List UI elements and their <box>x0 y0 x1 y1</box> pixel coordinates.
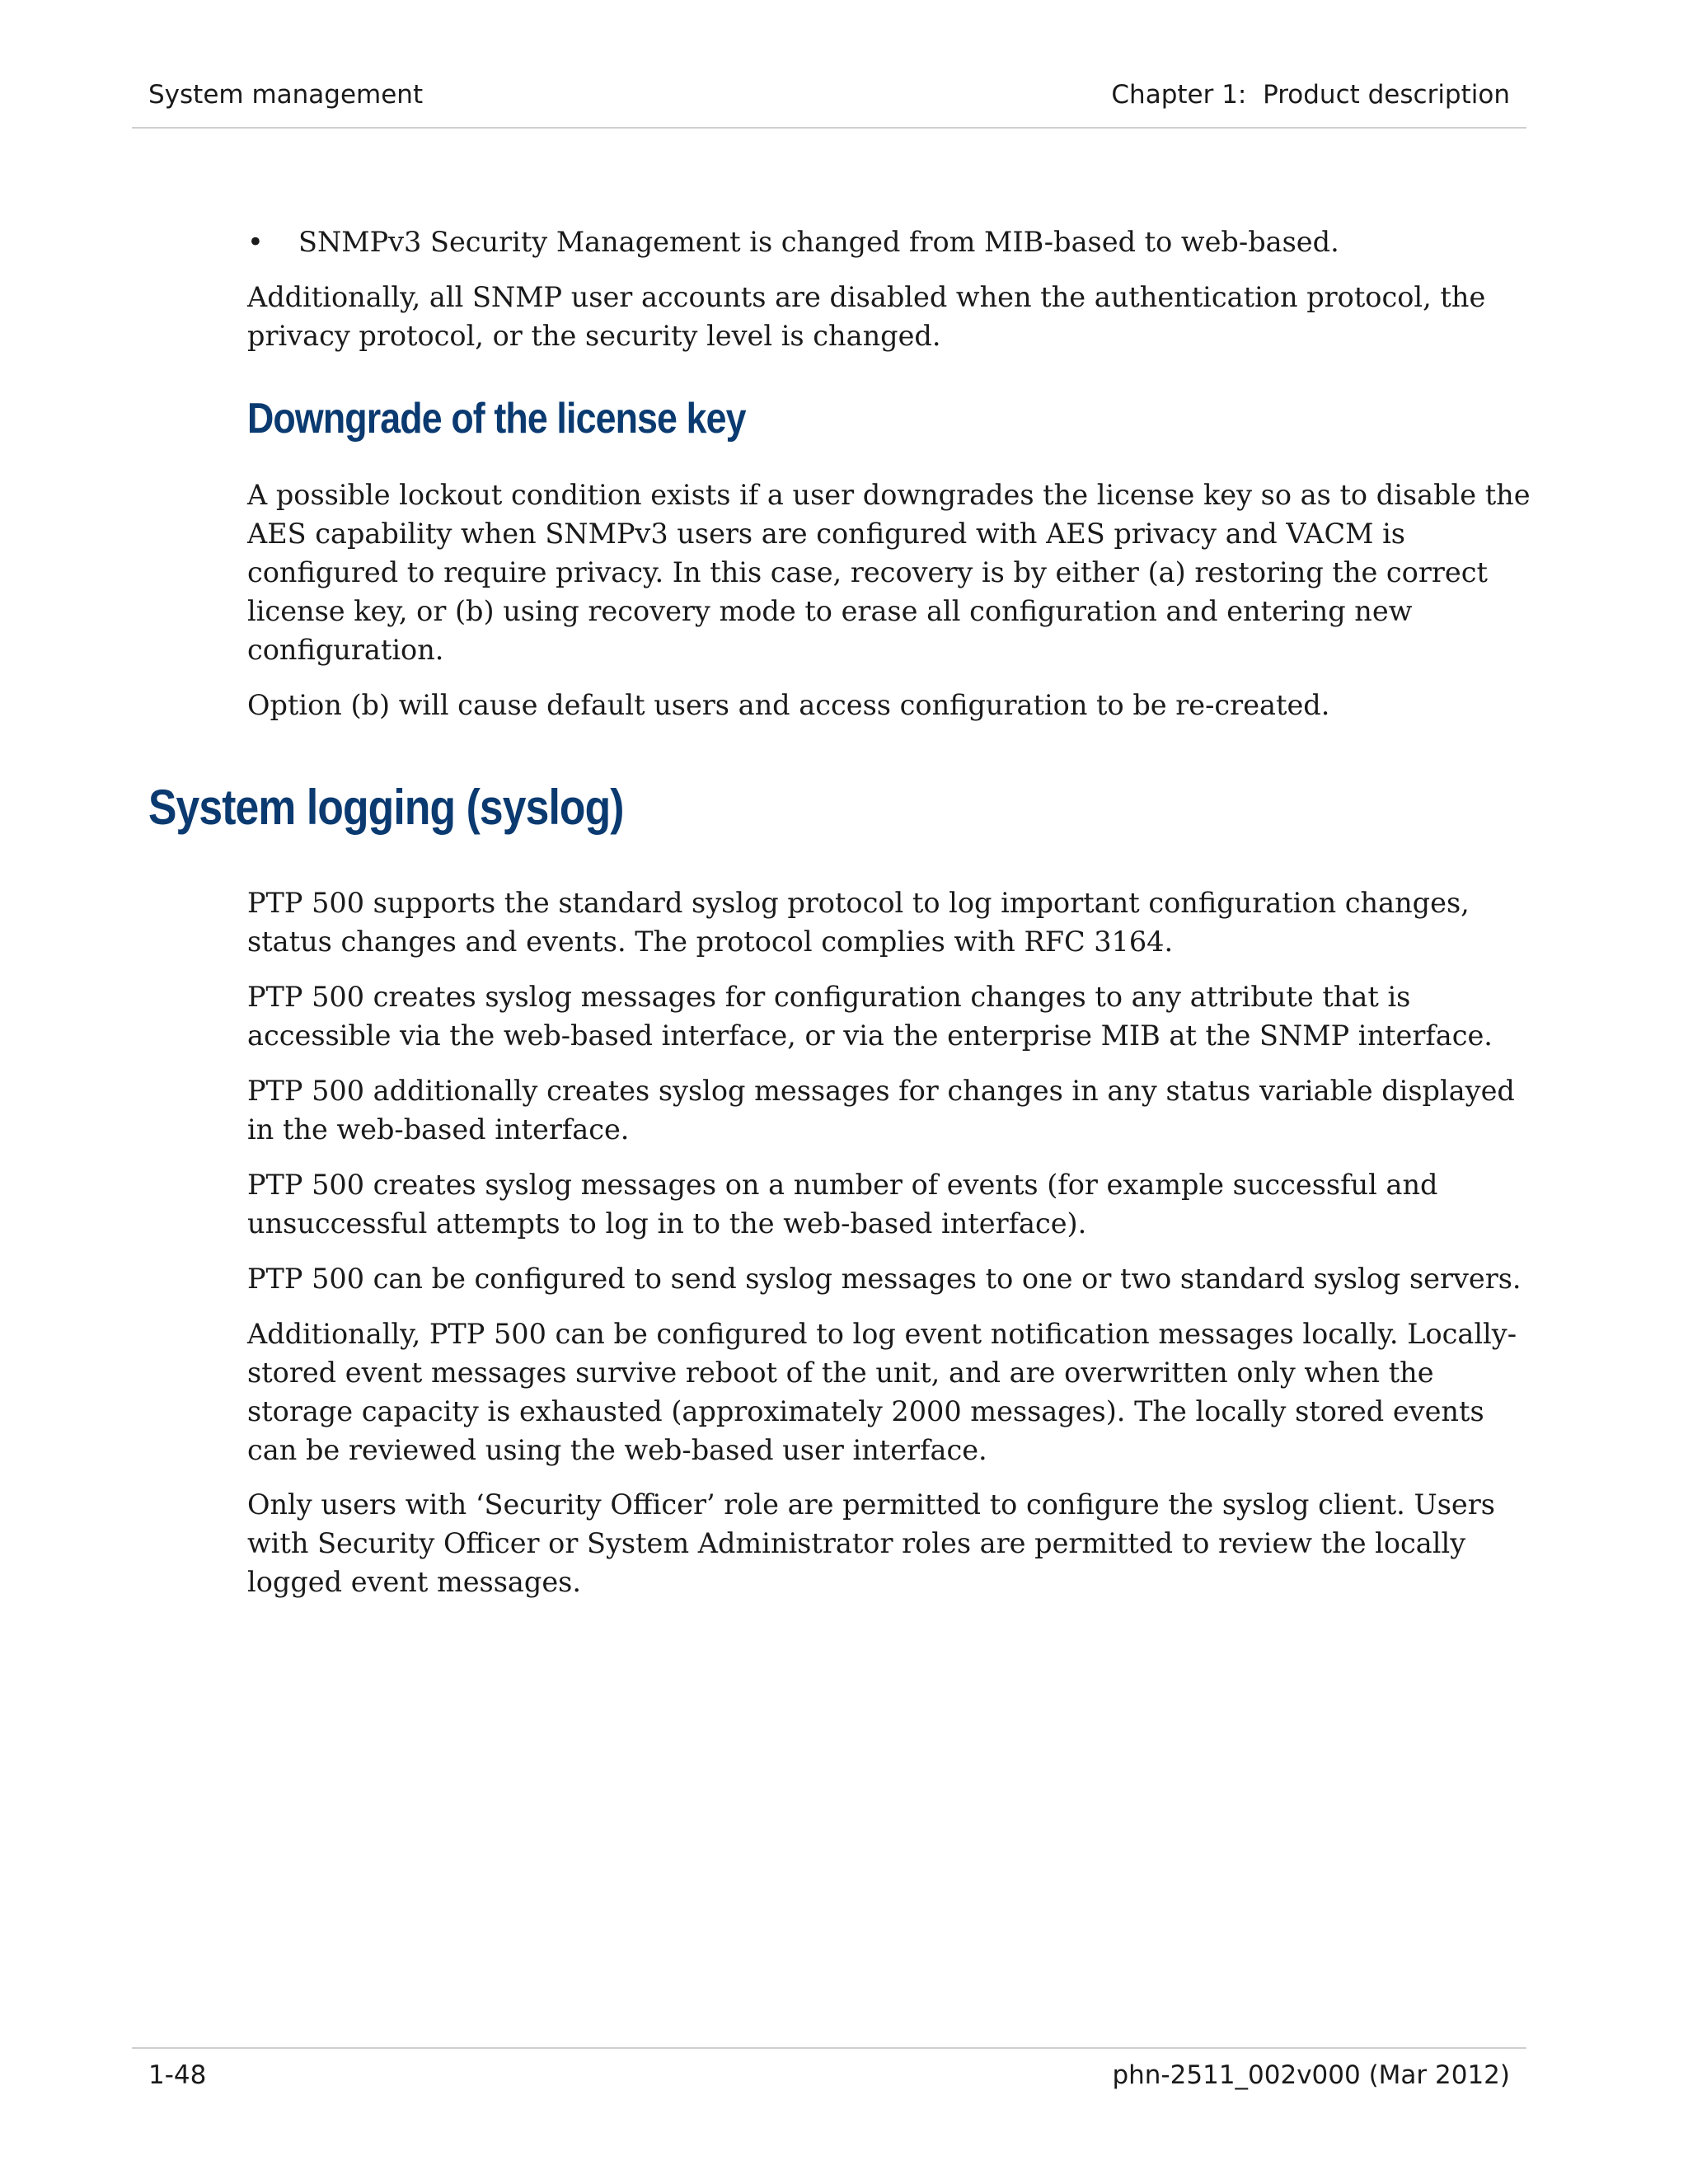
syslog-paragraph: Only users with ‘Security Officer’ role are permitted to configure the syslog client. Users with Security Officer or System Administrator roles are permitted to review the locally logged event messages. <box>247 1488 1495 1598</box>
page-footer <box>132 2047 1526 2115</box>
syslog-paragraph: PTP 500 creates syslog messages for configuration changes to any attribute that is accessible via the web-based interface, or via the enterprise MIB at the SNMP interface. <box>247 981 1493 1052</box>
syslog-paragraph: PTP 500 can be configured to send syslog messages to one or two standard syslog servers. <box>247 1263 1522 1295</box>
page-number: 1-48 <box>148 2060 207 2090</box>
header-section-title: System management <box>148 80 424 110</box>
syslog-paragraph: Additionally, PTP 500 can be configured to log event notification messages locally. Locally-stored event messages survive reboot of the unit, and are overwritten only when the storage capacity is exhausted (approximately 2000 messages). The locally stored events can be reviewed using the web-based user interface. <box>247 1318 1517 1466</box>
downgrade-heading: Downgrade of the license key <box>247 395 746 443</box>
intro-paragraph: Additionally, all SNMP user accounts are disabled when the authentication protocol, the privacy protocol, or the security level is changed. <box>247 281 1486 352</box>
bullet-marker: • <box>247 226 264 258</box>
downgrade-paragraph: Option (b) will cause default users and access configuration to be re-created. <box>247 689 1330 721</box>
downgrade-paragraph: A possible lockout condition exists if a user downgrades the license key so as to disable the AES capability when SNMPv3 users are configured with AES privacy and VACM is configured to require privacy. In this case, recovery is by either (a) restoring the correct license key, or (b) using recovery mode to erase all configuration and entering new configuration. <box>247 479 1531 666</box>
document-id: phn-2511_002v000 (Mar 2012) <box>1112 2060 1510 2090</box>
syslog-paragraph: PTP 500 creates syslog messages on a number of events (for example successful and unsuccessful attempts to log in to the web-based interface). <box>247 1169 1438 1240</box>
syslog-heading: System logging (syslog) <box>148 780 624 835</box>
header-chapter-title: Chapter 1: Product description <box>1111 80 1510 110</box>
page-header <box>132 0 1526 129</box>
bullet-text: SNMPv3 Security Management is changed from MIB-based to web-based. <box>298 226 1339 258</box>
syslog-paragraph: PTP 500 additionally creates syslog messages for changes in any status variable displayed in the web-based interface. <box>247 1075 1515 1146</box>
syslog-paragraph: PTP 500 supports the standard syslog protocol to log important configuration changes, status changes and events. The protocol complies with RFC 3164. <box>247 887 1470 958</box>
